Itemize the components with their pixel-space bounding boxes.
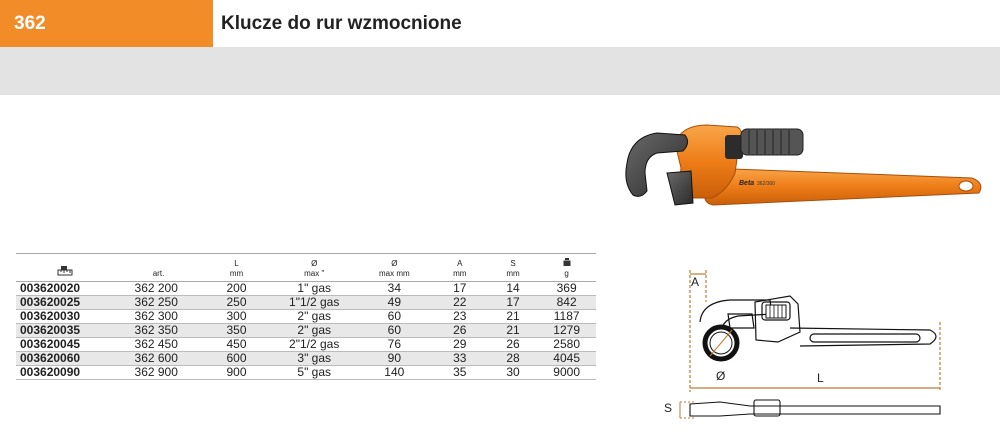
cell-art: 362 300 (115, 310, 203, 324)
cell-length: 350 (203, 324, 271, 338)
cell-diameter-mm: 90 (358, 352, 431, 366)
diameter-inch-column-header: Ø max " (270, 254, 357, 282)
cell-diameter-inch: 2"1/2 gas (270, 338, 357, 352)
cell-art: 362 600 (115, 352, 203, 366)
cell-diameter-inch: 1"1/2 gas (270, 296, 357, 310)
cell-code: 003620060 (16, 352, 115, 366)
cell-length: 200 (203, 282, 271, 296)
diagram-label-s: S (664, 401, 673, 415)
cell-s: 14 (489, 282, 538, 296)
cell-art: 362 350 (115, 324, 203, 338)
cell-a: 33 (431, 352, 489, 366)
cell-diameter-inch: 1" gas (270, 282, 357, 296)
cell-a: 22 (431, 296, 489, 310)
cell-weight: 2580 (537, 338, 596, 352)
cell-diameter-inch: 2" gas (270, 310, 357, 324)
cell-weight: 369 (537, 282, 596, 296)
product-photo (617, 113, 987, 223)
cell-code: 003620035 (16, 324, 115, 338)
table-row (16, 338, 596, 352)
photo-model: 362/300 (757, 181, 776, 187)
cell-code: 003620090 (16, 366, 115, 380)
cell-length: 250 (203, 296, 271, 310)
cell-length: 300 (203, 310, 271, 324)
cell-art: 362 450 (115, 338, 203, 352)
cell-a: 35 (431, 366, 489, 380)
cell-s: 30 (489, 366, 538, 380)
cell-code: 003620020 (16, 282, 115, 296)
code-column-header (16, 254, 115, 282)
cell-art: 362 900 (115, 366, 203, 380)
table-row (16, 310, 596, 324)
table-row (16, 366, 596, 380)
cell-code: 003620030 (16, 310, 115, 324)
cell-a: 17 (431, 282, 489, 296)
cell-length: 600 (203, 352, 271, 366)
table-header-row (16, 254, 596, 282)
cell-diameter-mm: 49 (358, 296, 431, 310)
cell-weight: 9000 (537, 366, 596, 380)
table-row (16, 324, 596, 338)
cell-diameter-mm: 60 (358, 310, 431, 324)
cell-s: 21 (489, 310, 538, 324)
cell-a: 23 (431, 310, 489, 324)
length-column-header: L mm (203, 254, 271, 282)
cell-length: 450 (203, 338, 271, 352)
cell-s: 28 (489, 352, 538, 366)
cell-diameter-inch: 3" gas (270, 352, 357, 366)
cell-code: 003620045 (16, 338, 115, 352)
cell-s: 21 (489, 324, 538, 338)
photo-brand: Beta (739, 180, 755, 187)
header-band (0, 47, 1000, 95)
dimension-diagram (660, 262, 960, 432)
table-row (16, 352, 596, 366)
cell-art: 362 200 (115, 282, 203, 296)
s-column-header: S mm (489, 254, 538, 282)
art-column-header: art. (115, 254, 203, 282)
cell-weight: 842 (537, 296, 596, 310)
diagram-label-a: A (691, 275, 700, 289)
cell-length: 900 (203, 366, 271, 380)
diagram-label-l: L (817, 371, 824, 385)
cell-diameter-inch: 2" gas (270, 324, 357, 338)
weight-column-header: g (537, 254, 596, 282)
cell-weight: 1279 (537, 324, 596, 338)
cell-a: 29 (431, 338, 489, 352)
cell-code: 003620025 (16, 296, 115, 310)
cell-s: 17 (489, 296, 538, 310)
diameter-mm-column-header: Ø max mm (358, 254, 431, 282)
cell-weight: 1187 (537, 310, 596, 324)
table-row (16, 282, 596, 296)
cell-diameter-mm: 76 (358, 338, 431, 352)
page-title: Klucze do rur wzmocnione (221, 13, 462, 34)
cell-diameter-mm: 140 (358, 366, 431, 380)
cell-diameter-mm: 60 (358, 324, 431, 338)
cell-diameter-mm: 34 (358, 282, 431, 296)
diagram-label-diameter: Ø (716, 369, 726, 383)
product-code-badge: 362 (0, 0, 213, 47)
cell-weight: 4045 (537, 352, 596, 366)
cell-art: 362 250 (115, 296, 203, 310)
ruler-icon (57, 266, 73, 276)
cell-diameter-inch: 5" gas (270, 366, 357, 380)
spec-table (16, 253, 596, 380)
cell-s: 26 (489, 338, 538, 352)
a-column-header: A mm (431, 254, 489, 282)
table-row (16, 296, 596, 310)
cell-a: 26 (431, 324, 489, 338)
weight-icon (563, 258, 571, 266)
